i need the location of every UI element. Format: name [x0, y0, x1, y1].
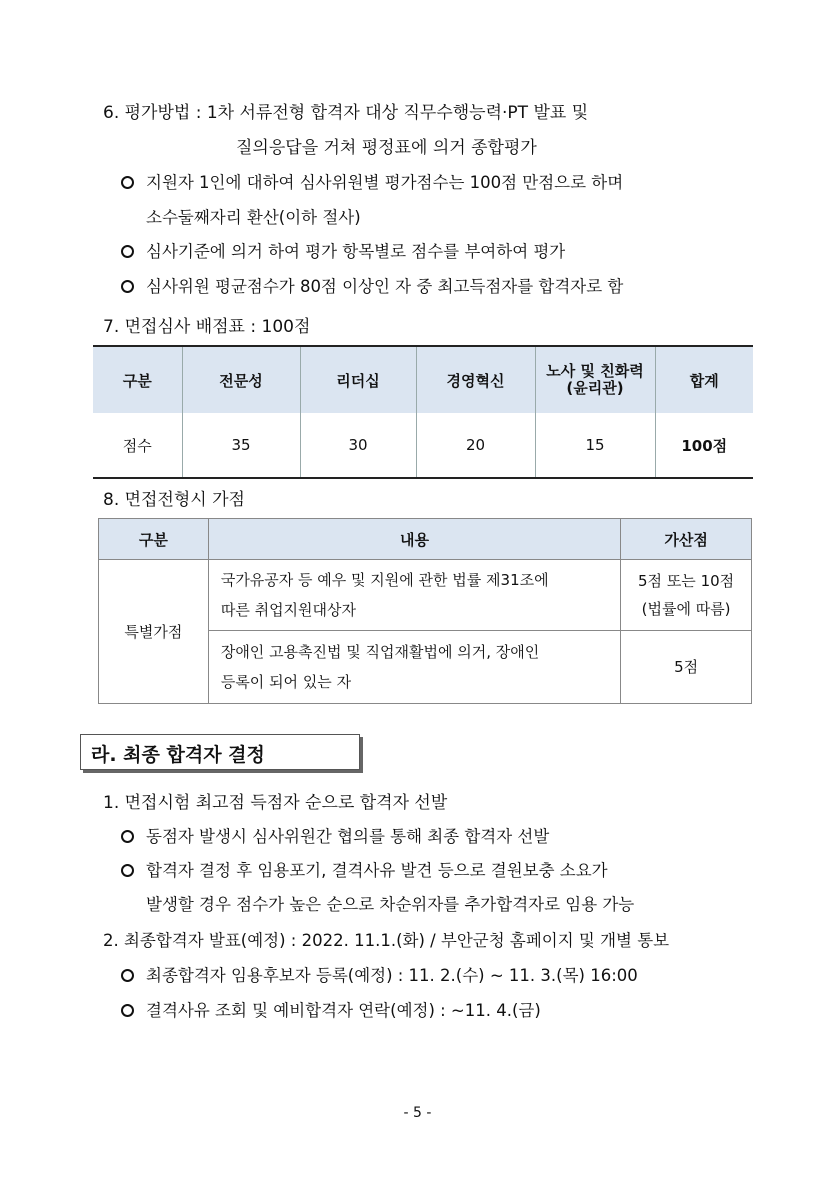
bonus-header-points: 가산점	[621, 519, 752, 560]
bonus-row1-points-line1: 5점 또는 10점	[638, 572, 735, 590]
circle-bullet-icon	[121, 969, 134, 982]
d2-bullet-1	[121, 962, 638, 986]
bonus-row1-points	[621, 560, 752, 631]
score-header-category: 구분	[93, 346, 182, 413]
table-row	[93, 413, 753, 478]
bonus-row1-content-line2: 따른 취업지원대상자	[220, 601, 357, 619]
section-ra-box	[80, 734, 360, 770]
d1-bullet-2-text: 합격자 결정 후 임용포기, 결격사유 발견 등으로 결원보충 소요가	[146, 861, 608, 880]
circle-bullet-icon	[121, 1004, 134, 1017]
bonus-row2-content-line2: 등록이 되어 있는 자	[220, 673, 352, 691]
bonus-row1-content	[208, 560, 620, 631]
s6-bullet-3-text: 심사위원 평균점수가 80점 이상인 자 중 최고득점자를 합격자로 함	[146, 277, 624, 296]
score-header-labor-line2: (윤리관)	[566, 379, 624, 397]
score-header-innovation: 경영혁신	[416, 346, 535, 413]
score-header-leadership: 리더십	[300, 346, 416, 413]
bonus-row2-content-line1: 장애인 고용촉진법 및 직업재활법에 의거, 장애인	[220, 643, 540, 661]
bonus-row1-content-line1: 국가유공자 등 예우 및 지원에 관한 법률 제31조에	[220, 571, 549, 589]
score-header-labor	[535, 346, 655, 413]
score-cell-expertise: 35	[182, 413, 300, 478]
circle-bullet-icon	[121, 830, 134, 843]
circle-bullet-icon	[121, 280, 134, 293]
s6-bullet-1-cont: 소수둘째자리 환산(이하 절사)	[146, 208, 361, 227]
score-cell-label: 점수	[93, 413, 182, 478]
s6-title-line1: 6. 평가방법 : 1차 서류전형 합격자 대상 직무수행능력·PT 발표 및	[103, 103, 589, 123]
s6-bullet-2	[121, 238, 565, 262]
bonus-table-header	[99, 519, 752, 560]
d1-bullet-1	[121, 823, 549, 847]
d1-title: 1. 면접시험 최고점 득점자 순으로 합격자 선발	[103, 793, 448, 813]
circle-bullet-icon	[121, 245, 134, 258]
bonus-header-category: 구분	[99, 519, 209, 560]
score-table-header	[93, 346, 753, 413]
d1-bullet-2-cont: 발생할 경우 점수가 높은 순으로 차순위자를 추가합격자로 임용 가능	[146, 895, 635, 914]
score-table	[93, 345, 753, 479]
bonus-row2-points: 5점	[621, 631, 752, 704]
score-cell-labor: 15	[535, 413, 655, 478]
section-ra-title: 라. 최종 합격자 결정	[91, 744, 265, 766]
score-header-labor-line1: 노사 및 친화력	[546, 362, 644, 380]
d2-bullet-2-text: 결격사유 조회 및 예비합격자 연락(예정) : ~11. 4.(금)	[146, 1001, 541, 1020]
score-header-expertise: 전문성	[182, 346, 300, 413]
score-header-total: 합계	[655, 346, 753, 413]
circle-bullet-icon	[121, 864, 134, 877]
circle-bullet-icon	[121, 176, 134, 189]
d1-bullet-2	[121, 857, 608, 881]
s7-title: 7. 면접심사 배점표 : 100점	[103, 317, 311, 337]
s8-title: 8. 면접전형시 가점	[103, 490, 245, 510]
bonus-header-content: 내용	[208, 519, 620, 560]
bonus-row1-points-line2: (법률에 따름)	[641, 600, 731, 618]
score-cell-leadership: 30	[300, 413, 416, 478]
d2-bullet-2	[121, 997, 541, 1021]
s6-bullet-1	[121, 169, 623, 193]
table-row	[99, 560, 752, 631]
page-number: - 5 -	[403, 1105, 432, 1121]
score-cell-total: 100점	[655, 413, 753, 478]
d1-bullet-1-text: 동점자 발생시 심사위원간 협의를 통해 최종 합격자 선발	[146, 827, 550, 846]
bonus-row2-content	[208, 631, 620, 704]
d2-bullet-1-text: 최종합격자 임용후보자 등록(예정) : 11. 2.(수) ~ 11. 3.(목) 16:00	[146, 966, 638, 985]
bonus-category: 특별가점	[99, 560, 209, 704]
score-cell-innovation: 20	[416, 413, 535, 478]
bonus-table	[98, 518, 752, 704]
s6-bullet-2-text: 심사기준에 의거 하여 평가 항목별로 점수를 부여하여 평가	[146, 242, 566, 261]
s6-bullet-1-text: 지원자 1인에 대하여 심사위원별 평가점수는 100점 만점으로 하며	[146, 173, 624, 192]
s6-title-line2: 질의응답을 거쳐 평정표에 의거 종합평가	[236, 138, 537, 158]
s6-bullet-3	[121, 273, 623, 297]
d2-title: 2. 최종합격자 발표(예정) : 2022. 11.1.(화) / 부안군청 홈페이지 및 개별 통보	[103, 931, 670, 950]
